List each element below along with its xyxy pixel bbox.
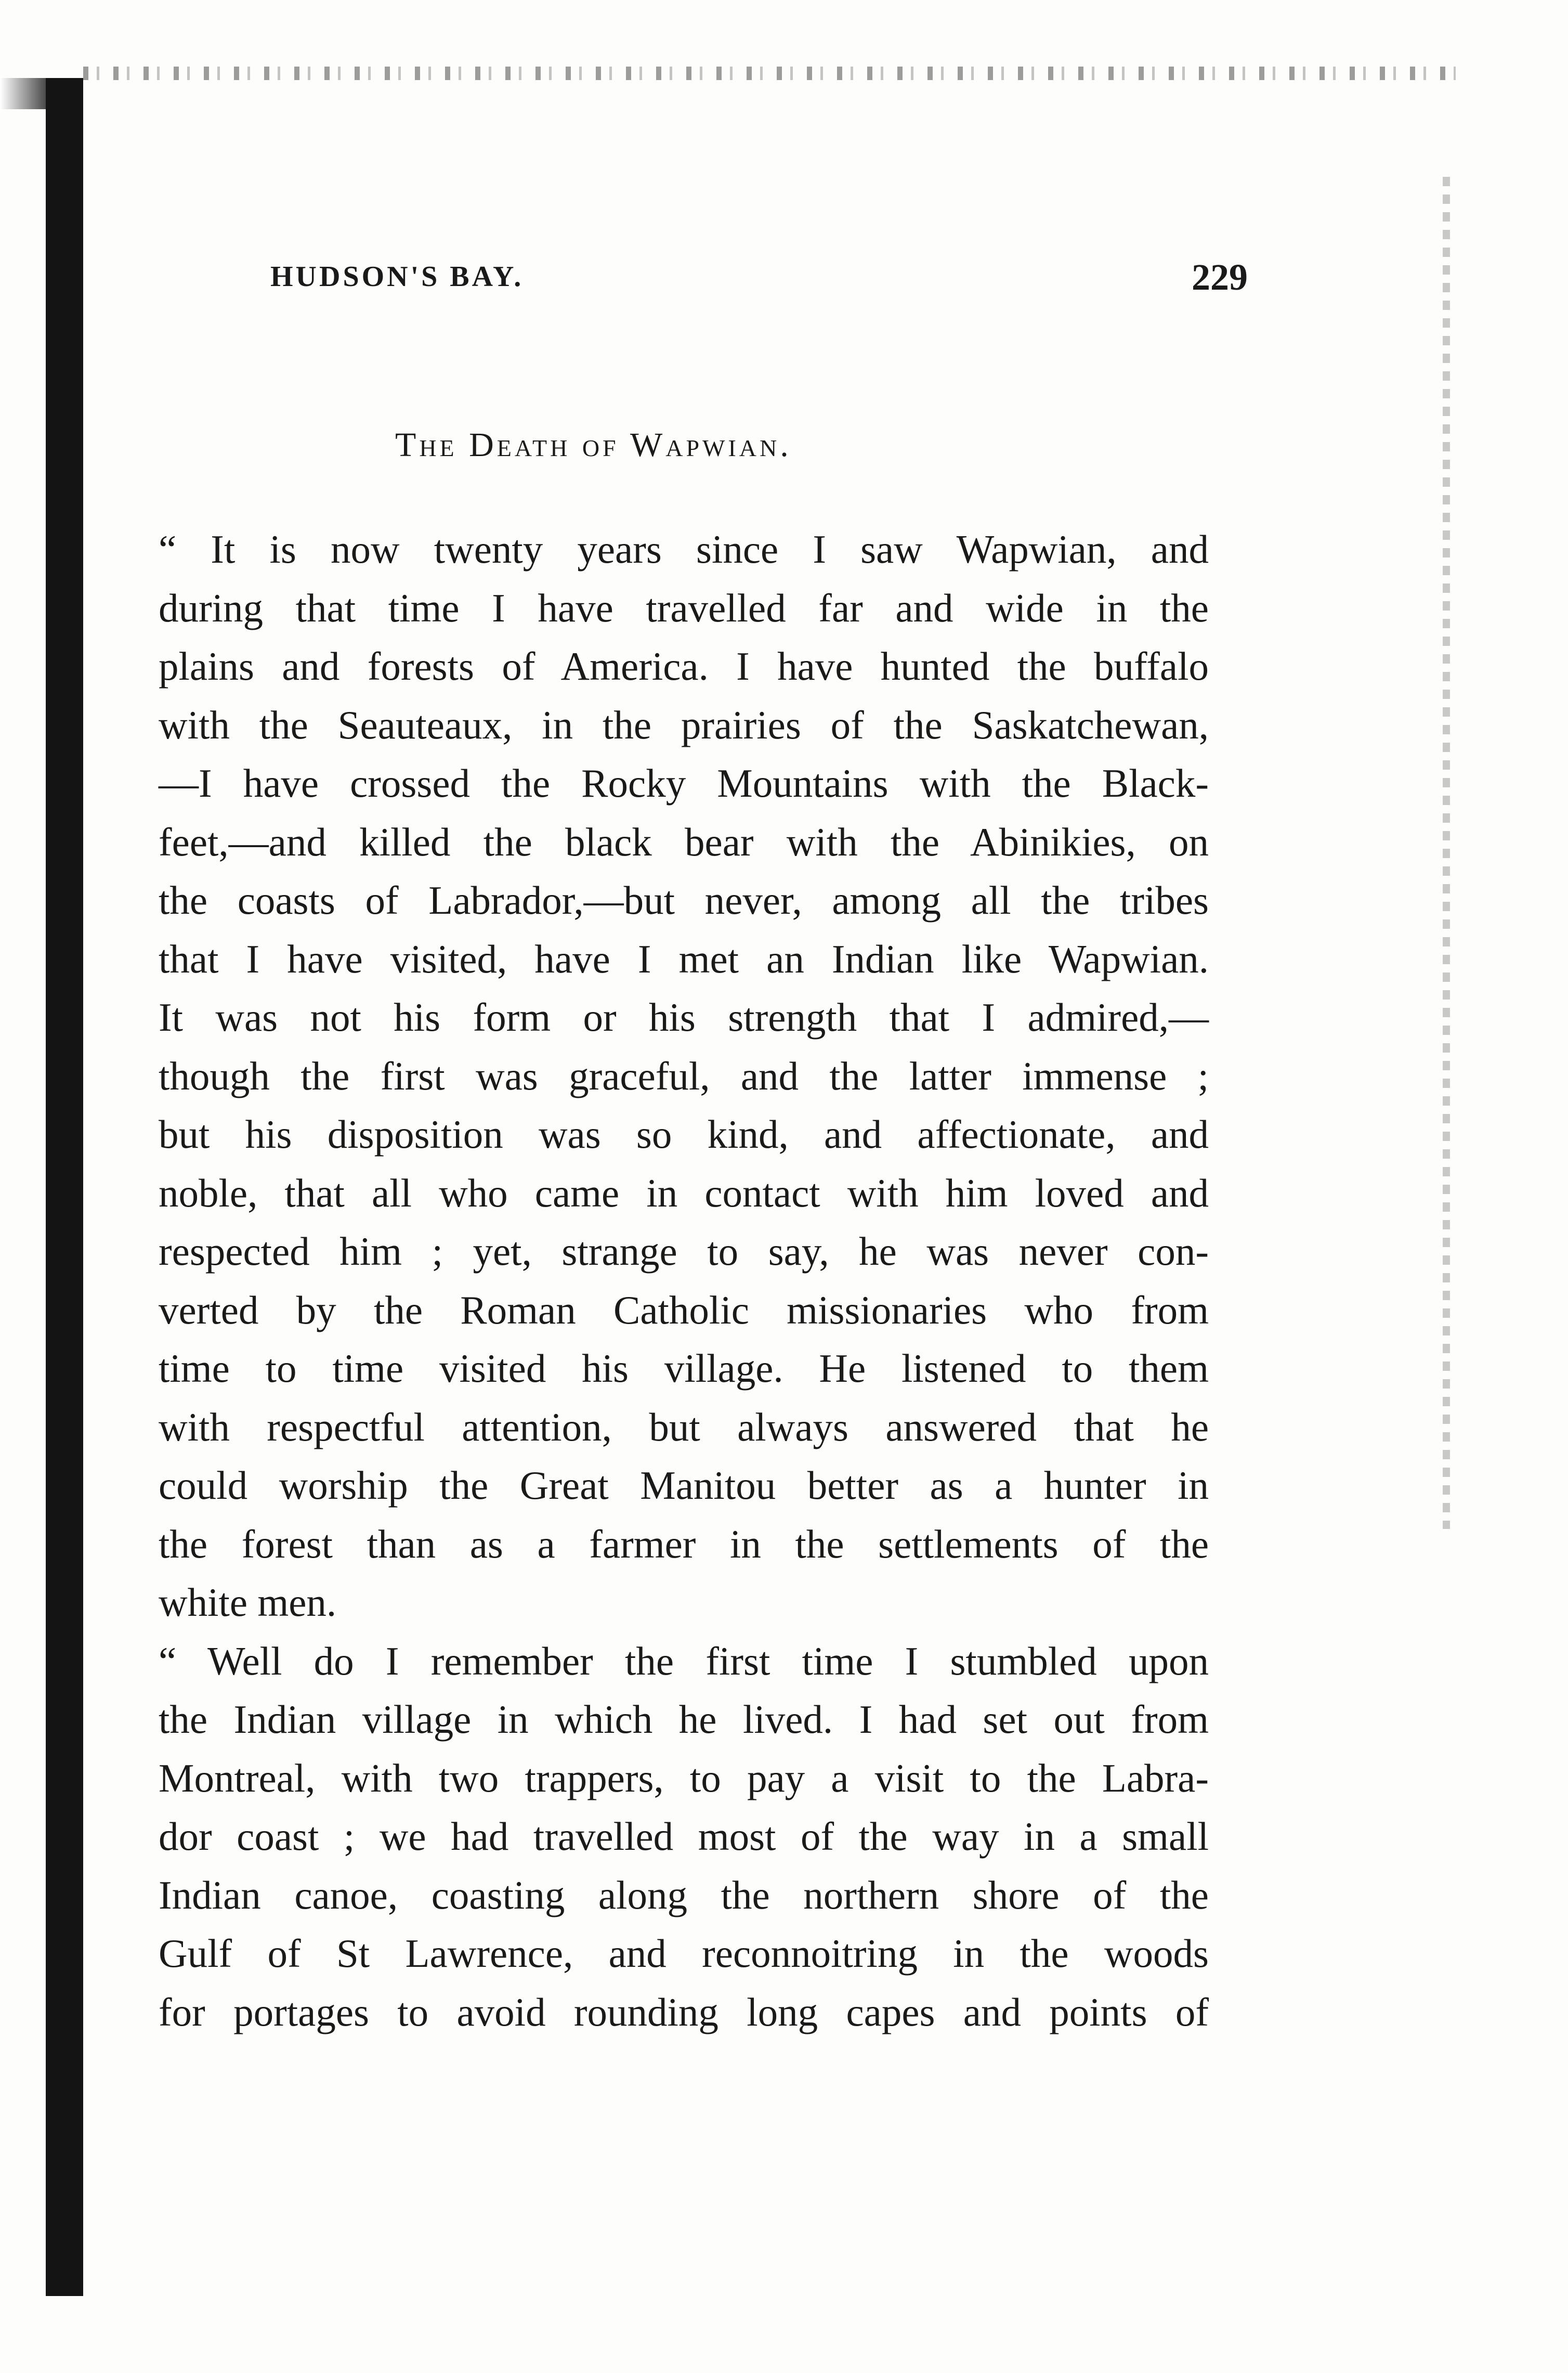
running-head: HUDSON'S BAY. [270, 261, 524, 293]
binding-edge [46, 78, 83, 2296]
text-line: with respectful attention, but always answered that he [159, 1404, 1209, 1449]
text-line: during that time I have travelled far and wide in the [159, 585, 1209, 630]
text-line: It was not his form or his strength that I admired,— [159, 995, 1209, 1040]
page-number: 229 [1192, 256, 1248, 298]
text-line: the forest than as a farmer in the settlements of the [159, 1521, 1209, 1566]
text-line: Gulf of St Lawrence, and reconnoitring in the woods [159, 1931, 1209, 1976]
text-line: the Indian village in which he lived. I had set out from [159, 1697, 1209, 1742]
chapter-title: The Death of Wapwian. [395, 426, 792, 464]
page-header [270, 256, 1248, 302]
text-line: —I have crossed the Rocky Mountains with the Black- [159, 761, 1209, 806]
text-line: noble, that all who came in contact with him loved and [159, 1170, 1209, 1215]
right-gutter-marks [1443, 177, 1450, 1529]
text-line: dor coast ; we had travelled most of the way in a small [159, 1814, 1209, 1859]
body-text [159, 520, 1209, 2041]
text-line: “ It is now twenty years since I saw Wapwian, and [159, 527, 1209, 572]
text-line: Montreal, with two trappers, to pay a visit to the Labra- [159, 1755, 1209, 1800]
text-line: white men. [159, 1580, 337, 1625]
text-line: plains and forests of America. I have hunted the buffalo [159, 644, 1209, 689]
text-line: but his disposition was so kind, and affectionate, and [159, 1112, 1209, 1157]
text-line: for portages to avoid rounding long capes and points of [159, 1989, 1209, 2034]
text-line: respected him ; yet, strange to say, he was never con- [159, 1229, 1209, 1274]
text-line: Indian canoe, coasting along the northern shore of the [159, 1872, 1209, 1917]
text-line: with the Seauteaux, in the prairies of the Saskatchewan, [159, 702, 1209, 747]
text-line: verted by the Roman Catholic missionaries who from [159, 1287, 1209, 1332]
text-line: feet,—and killed the black bear with the Abinikies, on [159, 819, 1209, 864]
text-line: “ Well do I remember the first time I stumbled upon [159, 1638, 1209, 1683]
scan-noise-top [83, 67, 1456, 80]
text-line: though the first was graceful, and the latter immense ; [159, 1053, 1209, 1098]
text-line: the coasts of Labrador,—but never, among all the tribes [159, 878, 1209, 923]
text-line: could worship the Great Manitou better as a hunter in [159, 1463, 1209, 1508]
text-line: that I have visited, have I met an Indian like Wapwian. [159, 936, 1209, 981]
text-line: time to time visited his village. He listened to them [159, 1346, 1209, 1391]
